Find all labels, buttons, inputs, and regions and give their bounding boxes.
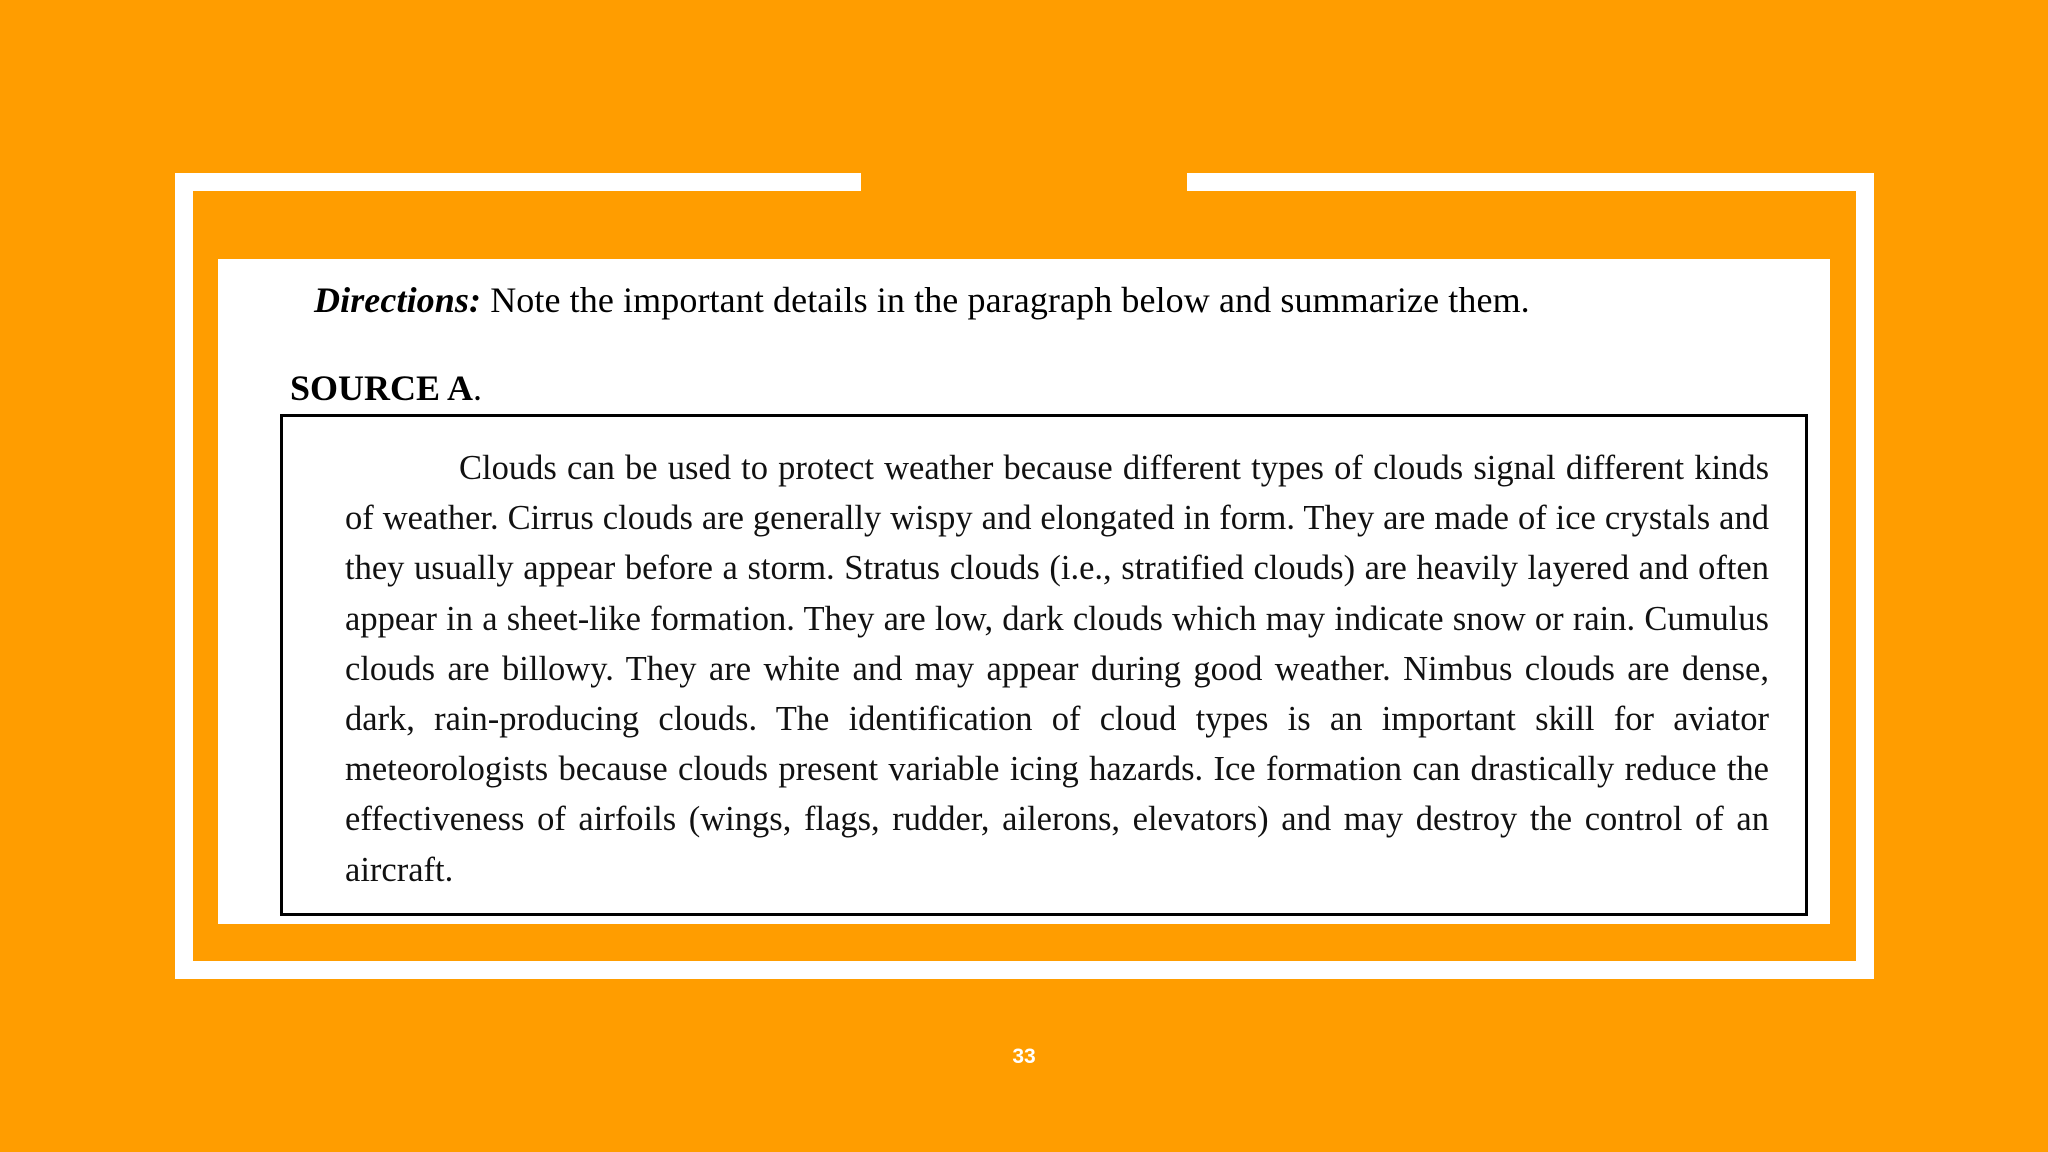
directions-line (314, 279, 1530, 321)
page-number: 33 (1012, 1045, 1036, 1068)
source-box (280, 414, 1808, 916)
document-image (218, 259, 1830, 924)
frame-gap (861, 168, 1187, 196)
source-label: SOURCE A (290, 368, 474, 408)
directions-label: Directions: (314, 280, 482, 320)
source-paragraph: Clouds can be used to protect weather because different types of clouds signal different kinds of weather. Cirrus clouds are generally wispy and elongated in form. They are made of ice crystals and they usually appear before a storm. Stratus clouds (i.e., stratified clouds) are heavily layered and often appear in a sheet-like formation. They are low, dark clouds which may indicate snow or rain. Cumulus clouds are billowy. They are white and may appear during good weather. Nimbus clouds are dense, dark, rain-producing clouds. The identification of cloud types is an important skill for aviator meteorologists because clouds present variable icing hazards. Ice formation can drastically reduce the effectiveness of airfoils (wings, flags, rudder, ailerons, elevators) and may destroy the control of an aircraft. (345, 449, 1769, 889)
source-label-suffix: . (473, 368, 483, 408)
directions-text: Note the important details in the paragraph below and summarize them. (481, 280, 1530, 320)
source-heading (290, 367, 482, 409)
